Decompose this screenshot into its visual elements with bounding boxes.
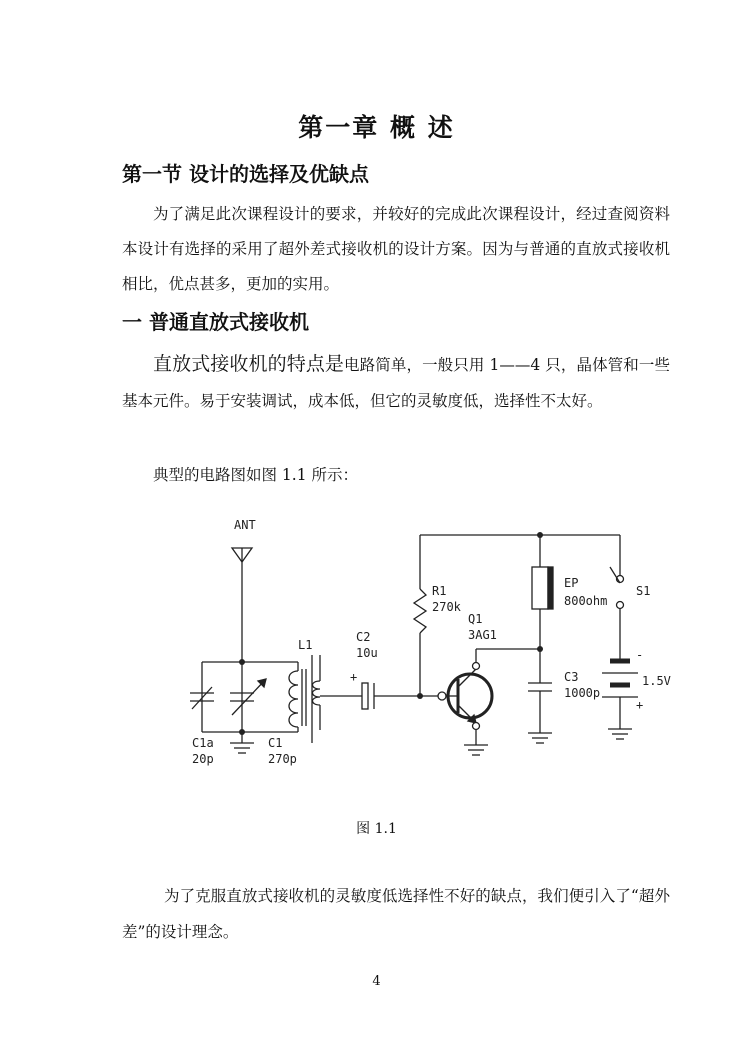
resistor-r1 bbox=[414, 535, 426, 696]
earphone-ep bbox=[532, 535, 553, 683]
paragraph-figure-intro: 典型的电路图如图 1.1 所示： bbox=[153, 466, 359, 484]
label-c3: C3 bbox=[564, 670, 579, 684]
label-c2: C2 bbox=[356, 630, 371, 644]
junction-dots bbox=[239, 532, 543, 735]
ground-tank bbox=[230, 743, 254, 753]
page-number: 4 bbox=[372, 974, 381, 989]
capacitor-c3 bbox=[528, 683, 552, 743]
label-c1-value: 270p bbox=[268, 752, 297, 766]
label-q1: Q1 bbox=[468, 612, 483, 626]
label-l1: L1 bbox=[298, 638, 313, 652]
label-battery: 1.5V bbox=[642, 674, 671, 688]
label-s1: S1 bbox=[636, 584, 651, 598]
section-title: 第一节 设计的选择及优缺点 bbox=[122, 162, 369, 186]
battery bbox=[602, 661, 638, 739]
label-r1-value: 270k bbox=[432, 600, 461, 614]
paragraph-intro: 为了满足此次课程设计的要求，并较好的完成此次课程设计，经过查阅资料本设计有选择的采用了超外差式接收机的设计方案。因为与普通的直放式接收机相比，优点甚多，更加的实用。 bbox=[122, 205, 670, 293]
switch-s1 bbox=[610, 535, 624, 661]
label-ep: EP bbox=[564, 576, 579, 590]
label-c2-plus: + bbox=[350, 670, 358, 684]
transistor-q1 bbox=[420, 649, 492, 745]
label-c3-value: 1000p bbox=[564, 686, 601, 700]
label-ep-value: 800ohm bbox=[564, 594, 608, 608]
circuit-diagram bbox=[180, 515, 671, 775]
label-c1a-value: 20p bbox=[192, 752, 214, 766]
capacitor-c1 bbox=[230, 679, 266, 715]
label-c1a: C1a bbox=[192, 736, 214, 750]
paragraph-superheterodyne: 为了克服直放式接收机的灵敏度低选择性不好的缺点，我们便引入了“超外差”的设计理念。 bbox=[122, 887, 670, 941]
ground-emitter bbox=[464, 745, 488, 755]
label-battery-plus: + bbox=[636, 698, 644, 712]
chapter-title: 第一章 概 述 bbox=[298, 113, 455, 142]
paragraph-rest: 电路简单，一般只用 1——4 只，晶体管和一些基本元件。易于安装调试，成本低，但它的灵敏度低，选择性不太好。 bbox=[122, 356, 670, 410]
paragraph-direct-receiver bbox=[122, 346, 670, 419]
capacitor-c2 bbox=[362, 683, 420, 709]
subsection-title: 一 普通直放式接收机 bbox=[122, 310, 309, 334]
label-c2-value: 10u bbox=[356, 646, 378, 660]
label-r1: R1 bbox=[432, 584, 447, 598]
label-battery-minus: - bbox=[636, 648, 644, 662]
paragraph-lead: 直放式接收机的特点是 bbox=[153, 353, 345, 375]
coil-l1 bbox=[289, 655, 320, 743]
label-ant: ANT bbox=[234, 518, 256, 532]
antenna-symbol bbox=[232, 548, 252, 662]
label-c1: C1 bbox=[268, 736, 283, 750]
label-q1-type: 3AG1 bbox=[468, 628, 497, 642]
figure-caption: 图 1.1 bbox=[356, 821, 397, 837]
